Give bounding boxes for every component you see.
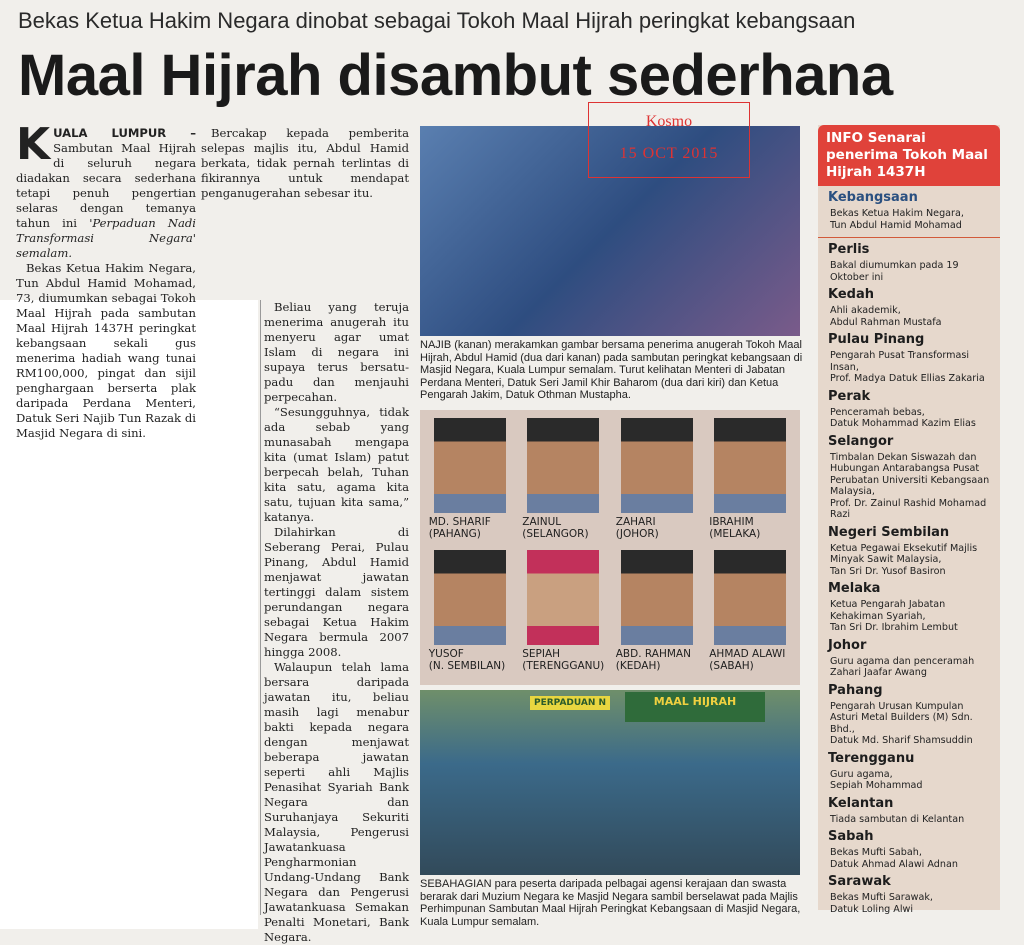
recipient-text: Tiada sambutan di Kelantan <box>830 813 965 825</box>
state-name: Sarawak <box>828 874 891 889</box>
state-name: Pahang <box>828 682 883 698</box>
paragraph: Bercakap kepada pemberita selepas majlis itu, Abdul Hamid berkata, tidak pernah terlintas di fikirannya untuk mendapat penganugerahan sebesar itu. <box>201 126 409 200</box>
recipient-text: Bakal diumumkan pada 19 Oktober ini <box>830 260 959 283</box>
recipient-entry <box>818 796 1000 826</box>
kicker: Bekas Ketua Hakim Negara dinobat sebagai Tokoh Maal Hijrah peringkat kebangsaan <box>18 8 856 33</box>
portrait-photo <box>434 418 506 513</box>
state-name: Kebangsaan <box>828 190 918 205</box>
recipient-entry <box>818 638 1000 679</box>
state-name: Negeri Sembilan <box>828 524 950 540</box>
date-stamp <box>588 102 750 178</box>
state-name: Perak <box>828 388 871 404</box>
portrait: ABD. RAHMAN (KEDAH) <box>613 550 701 678</box>
paragraph: Sambutan Maal Hijrah di seluruh negara diadakan secara sederhana tetapi penuh pengertian selaras dengan temanya tahun ini <box>16 141 196 230</box>
stamp-paper: Kosmo <box>645 113 693 130</box>
recipient-entry <box>818 242 1000 283</box>
recipient-entry <box>818 874 1000 915</box>
portrait: SEPIAH (TERENGGANU) <box>520 550 608 678</box>
portrait-photo <box>621 418 693 513</box>
recipient-text: Guru agama, Sepiah Mohammad <box>830 768 923 791</box>
article-column-2 <box>201 126 409 201</box>
recipient-text: Bekas Mufti Sabah, Datuk Ahmad Alawi Adnan <box>830 847 958 870</box>
recipient-text: Timbalan Dekan Siswazah dan Hubungan Antarabangsa Pusat Perubatan Universiti Kebangsaan Malaysia, Prof. Dr. Zainul Rashid Mohamad Razi <box>830 451 990 520</box>
recipient-text: Bekas Ketua Hakim Negara, Tun Abdul Hamid Mohamad <box>830 208 964 231</box>
recipient-text: Penceramah bebas, Datuk Mohammad Kazim Elias <box>830 406 976 429</box>
column-divider <box>260 300 261 915</box>
state-name: Perlis <box>828 242 870 257</box>
portrait: ZAINUL (SELANGOR) <box>520 418 608 546</box>
state-name: Pulau Pinang <box>828 332 925 347</box>
recipient-list <box>818 190 1000 915</box>
recipient-entry <box>818 581 1000 634</box>
recipient-entry <box>818 434 1000 521</box>
portrait-photo <box>714 418 786 513</box>
paragraph: Bekas Ketua Hakim Negara, Tun Abdul Hamid Mohamad, 73, diumumkan sebagai Tokoh Maal Hijrah pada sambutan Maal Hijrah 1437H peringkat kebangsaan sekali gus menerima hadiah wang tunai RM100,000, pingat dan sijil penghargaan berserta plak daripada Perdana Menteri, Datuk Seri Najib Tun Razak di Masjid Negara di sini. <box>16 261 196 440</box>
portrait-photo <box>527 550 599 645</box>
photo-caption: SEBAHAGIAN para peserta daripada pelbagai agensi kerajaan dan swasta berarak dari Muzium Negara ke Masjid Negara sambil berselawat pada Majlis Perhimpunan Sambutan Maal Hijrah Peringkat Kebangsaan di Masjid Negara, Kuala Lumpur semalam. <box>420 878 801 928</box>
dropcap: K <box>16 119 51 170</box>
recipient-entry <box>818 287 1000 328</box>
paragraph: Dilahirkan di Seberang Perai, Pulau Pinang, Abdul Hamid menjawat jawatan tertinggi dalam sistem perundangan negara sebagai Ketua Hakim Negara bermula 2007 hingga 2008. <box>264 525 409 659</box>
headline: Maal Hijrah disambut sederhana <box>18 43 893 108</box>
recipient-entry <box>818 829 1000 870</box>
state-name: Kedah <box>828 287 874 302</box>
recipient-text: Ketua Pegawai Eksekutif Majlis Minyak Sawit Malaysia, Tan Sri Dr. Yusof Basiron <box>830 542 978 577</box>
sidebar-title: INFO Senarai penerima Tokoh Maal Hijrah 1437H <box>818 125 1000 186</box>
paragraph: “Sesungguhnya, tidak ada sebab yang munasabah mengapa kita (umat Islam) patut berpecah belah, Tuhan kita satu, agama kita satu, tujuan kita sama,” katanya. <box>264 405 409 524</box>
state-name: Johor <box>828 637 867 653</box>
portrait: ZAHARI (JOHOR) <box>613 418 701 546</box>
portrait-grid <box>420 410 800 685</box>
dateline: UALA LUMPUR – <box>53 126 196 140</box>
recipient-entry <box>818 525 1000 578</box>
state-name: Terengganu <box>828 750 915 766</box>
state-name: Kelantan <box>828 795 894 811</box>
info-sidebar <box>818 125 1000 915</box>
portrait-photo <box>434 550 506 645</box>
recipient-text: Pengarah Pusat Transformasi Insan, Prof. Madya Datuk Ellias Zakaria <box>830 350 985 384</box>
recipient-entry <box>818 751 1000 792</box>
portrait: MD. SHARIF (PAHANG) <box>426 418 514 546</box>
banner-left: PERPADUAN N <box>530 696 610 710</box>
portrait: IBRAHIM (MELAKA) <box>707 418 795 546</box>
recipient-text: Ahli akademik, Abdul Rahman Mustafa <box>830 305 942 328</box>
portrait-photo <box>714 550 786 645</box>
paragraph: Walaupun telah lama bersara daripada jawatan itu, beliau masih lagi menabur bakti kepada negara dengan menjawat beberapa jawatan seperti ahli Majlis Penasihat Syariah Bank Negara dan Suruhanjaya Sekuriti Malaysia, Pengerusi Jawatankuasa Pengharmonian Undang-Undang Bank Negara dan Pengerusi Jawatankuasa Semakan Penalti Monetari, Bank Negara. <box>264 660 409 944</box>
article-column-3 <box>264 300 409 945</box>
recipient-entry <box>818 389 1000 430</box>
recipient-entry <box>818 190 1000 238</box>
portrait-photo <box>621 550 693 645</box>
theme-text: 'Perpaduan Nadi Transformasi Negara' semalam. <box>16 216 197 260</box>
recipient-entry <box>818 683 1000 747</box>
recipient-text: Bekas Mufti Sarawak, Datuk Loling Alwi <box>830 892 933 915</box>
procession-photo <box>420 690 800 875</box>
state-name: Sabah <box>828 829 874 844</box>
portrait-photo <box>527 418 599 513</box>
banner-right: MAAL HIJRAH <box>625 692 765 722</box>
photo-caption: NAJIB (kanan) merakamkan gambar bersama penerima anugerah Tokoh Maal Hijrah, Abdul Hamid (dua dari kanan) pada sambutan peringkat kebangsaan di Masjid Negara, Kuala Lumpur semalam. Turut kelihatan Menteri di Jabatan Perdana Menteri, Datuk Seri Jamil Khir Baharom (dua dari kiri) dan Ketua Pengarah Jakim, Datuk Othman Mustapha. <box>420 339 803 402</box>
state-name: Selangor <box>828 433 894 449</box>
recipient-text: Pengarah Urusan Kumpulan Asturi Metal Builders (M) Sdn. Bhd., Datuk Md. Sharif Shamsuddin <box>830 700 973 746</box>
portrait: YUSOF (N. SEMBILAN) <box>426 550 514 678</box>
state-name: Melaka <box>828 581 881 596</box>
portrait: AHMAD ALAWI (SABAH) <box>707 550 795 678</box>
recipient-text: Guru agama dan penceramah Zahari Jaafar Awang <box>830 655 975 678</box>
paragraph: Beliau yang teruja menerima anugerah itu menyeru agar umat Islam di negara ini supaya terus bersatu-padu dan menjauhi perpecahan. <box>264 300 409 404</box>
recipient-text: Ketua Pengarah Jabatan Kehakiman Syariah, Tan Sri Dr. Ibrahim Lembut <box>830 599 958 633</box>
article-column-1 <box>16 119 197 440</box>
recipient-entry <box>818 332 1000 385</box>
stamp-date: 15 OCT 2015 <box>619 145 719 162</box>
